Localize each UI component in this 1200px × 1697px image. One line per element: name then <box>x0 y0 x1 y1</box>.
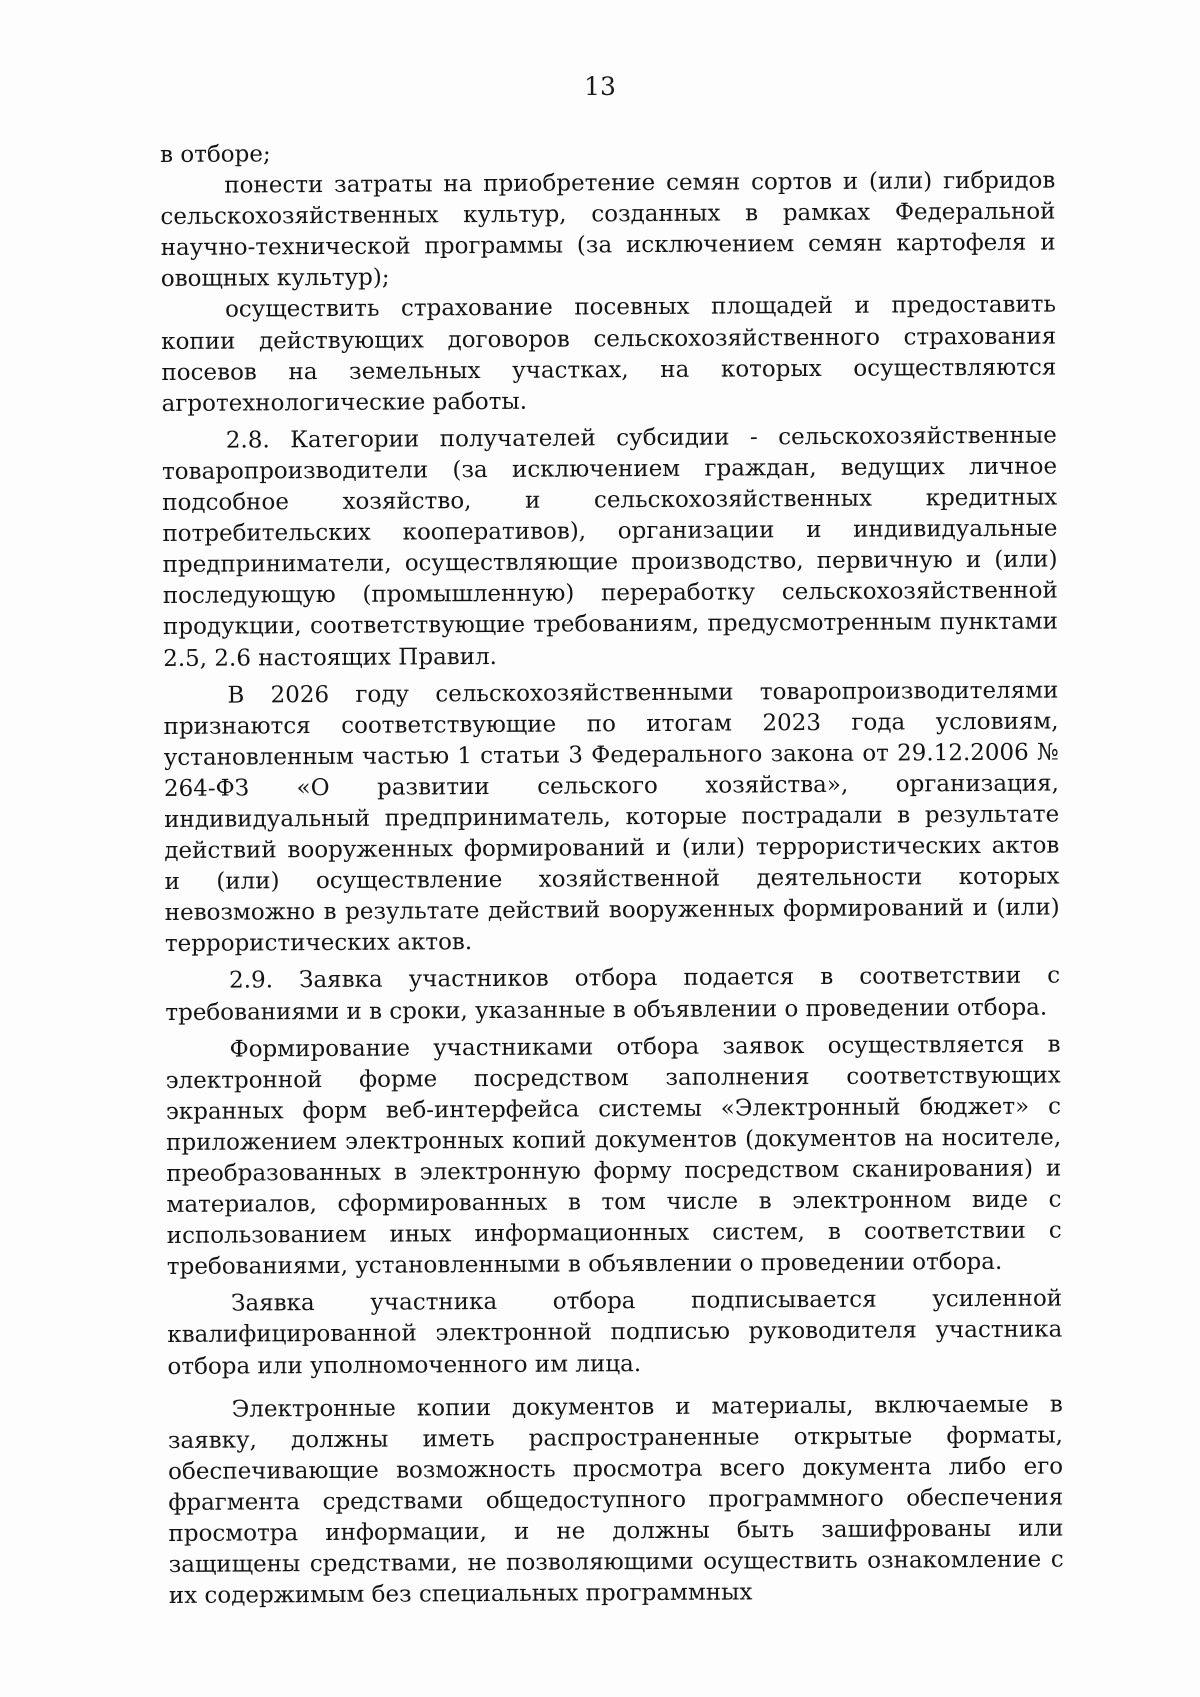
paragraph-signature: Заявка участника отбора подписывается усиленной квалифицированной электронной подписью руководителя участника отбора или уполномоченного им лица. <box>167 1285 1063 1380</box>
paragraph-formation: Формирование участниками отбора заявок осуществляется в электронной форме посредством заполнения соответствующих экранных форм веб-интерфейса системы «Электронный бюджет» с приложением электронных копий документов (документов на носителе, преобразованных в электронную форму посредством сканирования) и материалов, сформированных в том числе в электронном виде с использованием иных информационных систем, в соответствии с требованиями, установленными в объявлении о проведении отбора. <box>165 1031 1062 1281</box>
page-number: 13 <box>584 72 616 101</box>
paragraph-2-8: 2.8. Категории получателей субсидии - сельскохозяйственные товаропроизводители (за исключением граждан, ведущих личное подсобное хозяйство, и сельскохозяйственных кредитных потребительских кооперативов), организации и индивидуальные предприниматели, осуществляющие производство, первичную и (или) последующую (промышленную) переработку сельскохозяйственной продукции, соответствующие требованиям, предусмотренным пунктами 2.5, 2.6 настоящих Правил. <box>161 422 1059 672</box>
paragraph-2026: В 2026 году сельскохозяйственными товаропроизводителями признаются соответствующие по итогам 2023 года условиям, установленным частью 1 статьи 3 Федерального закона от 29.12.2006 № 264-ФЗ «О развитии сельского хозяйства», организация, индивидуальный предприниматель, которые пострадали в результате действий вооруженных формирований и (или) террористических актов и (или) осуществление хозяйственной деятельности которых невозможно в результате действий вооруженных формирований и (или) террористических актов. <box>163 677 1060 958</box>
paragraph-continuation: в отборе; <box>160 141 271 168</box>
paragraph-seed-costs: понести затраты на приобретение семян сортов и (или) гибридов сельскохозяйственных культур, созданных в рамках Федеральной научно-технической программы (за исключением семян картофеля и овощных культур); <box>160 167 1056 293</box>
document-body <box>160 135 1064 1613</box>
paragraph-insurance: осуществить страхование посевных площадей и предоставить копии действующих договоров сельскохозяйственного страхования посевов на земельных участках, на которых осуществляются агротехнологические работы. <box>161 291 1057 417</box>
paragraph-2-9: 2.9. Заявка участников отбора подается в соответствии с требованиями и в сроки, указанные в объявлении о проведении отбора. <box>165 962 1061 1026</box>
paragraph-electronic-copies: Электронные копии документов и материалы, включаемые в заявку, должны иметь распространенные открытые форматы, обеспечивающие возможность просмотра всего документа либо его фрагмента средствами общедоступного программного обеспечения просмотра информации, и не должны быть зашифрованы или защищены средствами, не позволяющими осуществить ознакомление с их содержимым без специальных программных <box>167 1391 1064 1610</box>
